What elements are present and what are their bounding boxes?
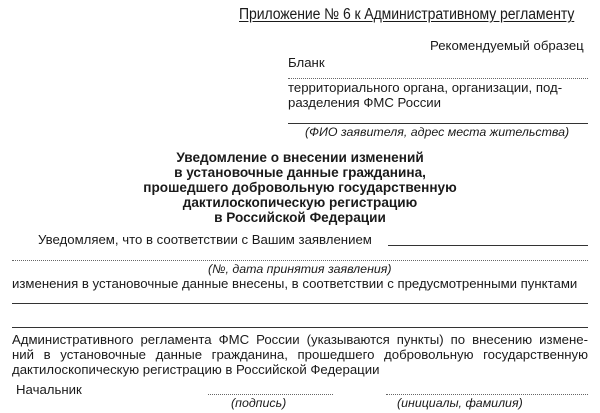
- intro-fill-line: [388, 245, 588, 246]
- notice-title: [0, 150, 600, 225]
- paragraph-line-1: Административного регламента ФМС России (указываются пункты) по внесению измене-: [12, 332, 588, 347]
- number-caption: (№, дата принятия заявления): [208, 262, 392, 276]
- blank-label: Бланк: [288, 55, 325, 70]
- name-caption: (инициалы, фамилия): [397, 396, 523, 410]
- blank-dotted-line: [288, 78, 588, 79]
- paragraph-line-2: ний в установочные данные гражданина, прошедшего добровольную государственную: [12, 347, 588, 362]
- title-line-5: в Российской Федерации: [214, 210, 386, 225]
- points-line-1: [12, 303, 588, 304]
- title-line-3: прошедшего добровольную государственную: [143, 180, 457, 195]
- title-line-2: в установочные данные гражданина,: [174, 165, 426, 180]
- sample-note: Рекомендуемый образец: [430, 38, 584, 53]
- appendix-header: Приложение № 6 к Административному регламенту: [239, 6, 575, 23]
- blank-body-line1: территориального органа, организации, под-: [288, 80, 563, 95]
- changes-text: изменения в установочные данные внесены, в соответствии с предусмотренными пунктами: [12, 276, 578, 291]
- paragraph-line-3: дактилоскопическую регистрацию в Российской Федерации: [12, 362, 380, 377]
- applicant-line: [288, 123, 588, 124]
- signature-role: Начальник: [16, 382, 82, 397]
- number-dotted-line: [12, 260, 588, 261]
- signature-caption: (подпись): [231, 396, 287, 410]
- points-line-2: [12, 327, 588, 328]
- title-line-1: Уведомление о внесении изменений: [176, 150, 424, 165]
- intro-text: Уведомляем, что в соответствии с Вашим заявлением: [38, 232, 372, 247]
- name-dotted-line: [386, 394, 588, 395]
- applicant-caption: (ФИО заявителя, адрес места жительства): [305, 125, 570, 139]
- blank-body-line2: разделения ФМС России: [288, 95, 442, 110]
- title-line-4: дактилоскопическую регистрацию: [182, 195, 418, 210]
- signature-dotted-line: [208, 394, 333, 395]
